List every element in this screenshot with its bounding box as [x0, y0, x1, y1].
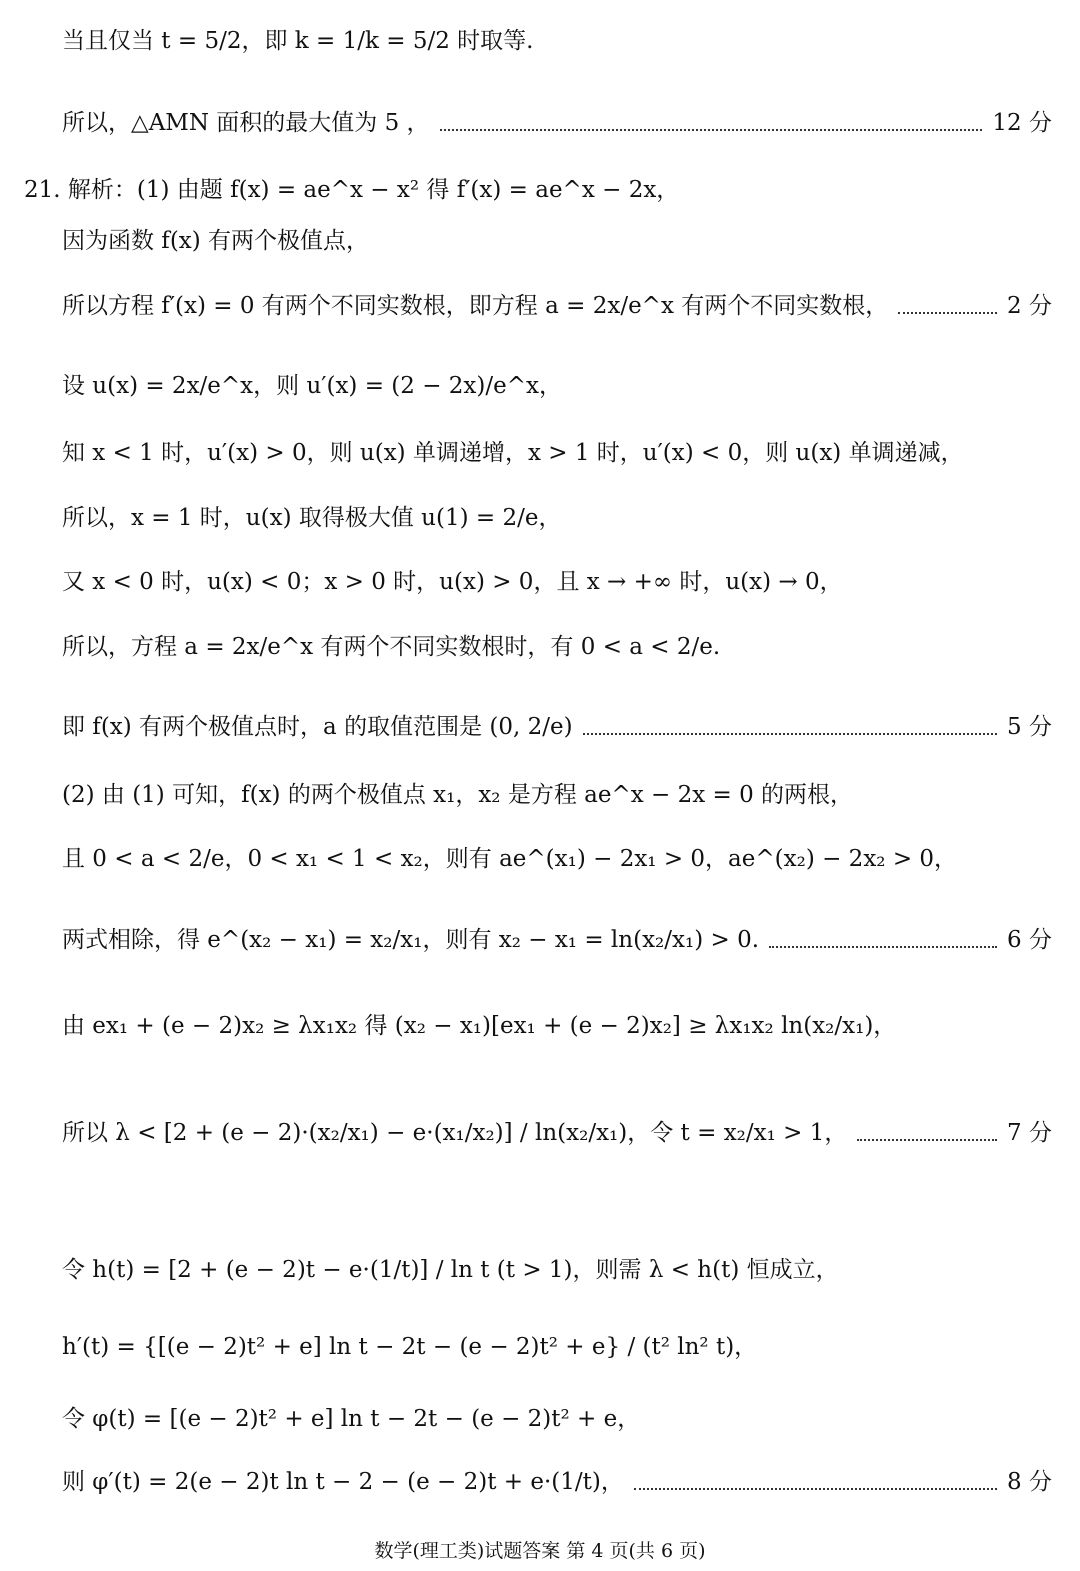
- dotted-leader: [583, 733, 997, 735]
- dotted-leader: [857, 1139, 997, 1141]
- score-label: 12 分: [992, 110, 1052, 136]
- line-text: 所以方程 f′(x) = 0 有两个不同实数根，即方程 a = 2x/e^x 有两个不同实数根，: [62, 293, 889, 319]
- dotted-leader: [898, 312, 997, 314]
- line-text: 因为函数 f(x) 有两个极值点，: [62, 228, 370, 254]
- line-text: 两式相除，得 e^(x₂ − x₁) = x₂/x₁，则有 x₂ − x₁ = ln(x₂/x₁) > 0.: [62, 927, 760, 953]
- line-13: [62, 846, 1052, 874]
- line-20: [62, 1469, 1052, 1497]
- line-text: 21. 解析：(1) 由题 f(x) = ae^x − x² 得 f′(x) = ae^x − 2x，: [24, 177, 680, 203]
- line-text: (2) 由 (1) 可知，f(x) 的两个极值点 x₁，x₂ 是方程 ae^x − 2x = 0 的两根，: [62, 782, 854, 808]
- line-text: h′(t) = {[(e − 2)t² + e] ln t − 2t − (e − 2)t² + e} / (t² ln² t)，: [62, 1334, 758, 1360]
- score-label: 2 分: [1007, 293, 1052, 319]
- line-7: [62, 440, 1052, 468]
- line-1: [62, 28, 1052, 56]
- line-text: 当且仅当 t = 5/2，即 k = 1/k = 5/2 时取等.: [62, 28, 534, 54]
- line-15: [62, 1013, 1052, 1041]
- line-3: [24, 177, 1052, 205]
- line-16: [62, 1120, 1052, 1148]
- line-text: 所以 λ < [2 + (e − 2)·(x₂/x₁) − e·(x₁/x₂)] / ln(x₂/x₁)，令 t = x₂/x₁ > 1，: [62, 1120, 848, 1146]
- line-18: [62, 1334, 1052, 1362]
- line-10: [62, 634, 1052, 662]
- line-text: 由 ex₁ + (e − 2)x₂ ≥ λx₁x₂ 得 (x₂ − x₁)[ex₁ + (e − 2)x₂] ≥ λx₁x₂ ln(x₂/x₁)，: [62, 1013, 897, 1039]
- line-12: [62, 782, 1052, 810]
- line-2: [62, 110, 1052, 138]
- line-text: 所以，△AMN 面积的最大值为 5 ，: [62, 110, 430, 136]
- score-label: 7 分: [1007, 1120, 1052, 1146]
- dotted-leader: [440, 129, 983, 131]
- line-text: 设 u(x) = 2x/e^x，则 u′(x) = (2 − 2x)/e^x，: [62, 373, 562, 399]
- line-text: 令 φ(t) = [(e − 2)t² + e] ln t − 2t − (e − 2)t² + e，: [62, 1406, 641, 1432]
- line-text: 所以，方程 a = 2x/e^x 有两个不同实数根时，有 0 < a < 2/e.: [62, 634, 721, 660]
- score-label: 5 分: [1007, 714, 1052, 740]
- line-text: 又 x < 0 时，u(x) < 0；x > 0 时，u(x) > 0，且 x → +∞ 时，u(x) → 0，: [62, 569, 843, 595]
- page-footer: 数学(理工类)试题答案 第 4 页(共 6 页): [374, 1540, 706, 1562]
- line-4: [62, 228, 1052, 256]
- dotted-leader: [769, 946, 997, 948]
- line-9: [62, 569, 1052, 597]
- score-label: 6 分: [1007, 927, 1052, 953]
- dotted-leader: [634, 1488, 997, 1490]
- line-text: 即 f(x) 有两个极值点时，a 的取值范围是 (0, 2/e): [62, 714, 573, 740]
- line-text: 则 φ′(t) = 2(e − 2)t ln t − 2 − (e − 2)t + e·(1/t)，: [62, 1469, 624, 1495]
- score-label: 8 分: [1007, 1469, 1052, 1495]
- line-14: [62, 927, 1052, 955]
- line-text: 令 h(t) = [2 + (e − 2)t − e·(1/t)] / ln t (t > 1)，则需 λ < h(t) 恒成立，: [62, 1257, 839, 1283]
- line-11: [62, 714, 1052, 742]
- line-19: [62, 1406, 1052, 1434]
- line-17: [62, 1257, 1052, 1285]
- line-text: 知 x < 1 时，u′(x) > 0，则 u(x) 单调递增，x > 1 时，u′(x) < 0，则 u(x) 单调递减，: [62, 440, 964, 466]
- line-6: [62, 373, 1052, 401]
- line-8: [62, 505, 1052, 533]
- line-5: [62, 293, 1052, 321]
- line-text: 所以，x = 1 时，u(x) 取得极大值 u(1) = 2/e，: [62, 505, 562, 531]
- line-text: 且 0 < a < 2/e，0 < x₁ < 1 < x₂，则有 ae^(x₁) − 2x₁ > 0，ae^(x₂) − 2x₂ > 0，: [62, 846, 958, 872]
